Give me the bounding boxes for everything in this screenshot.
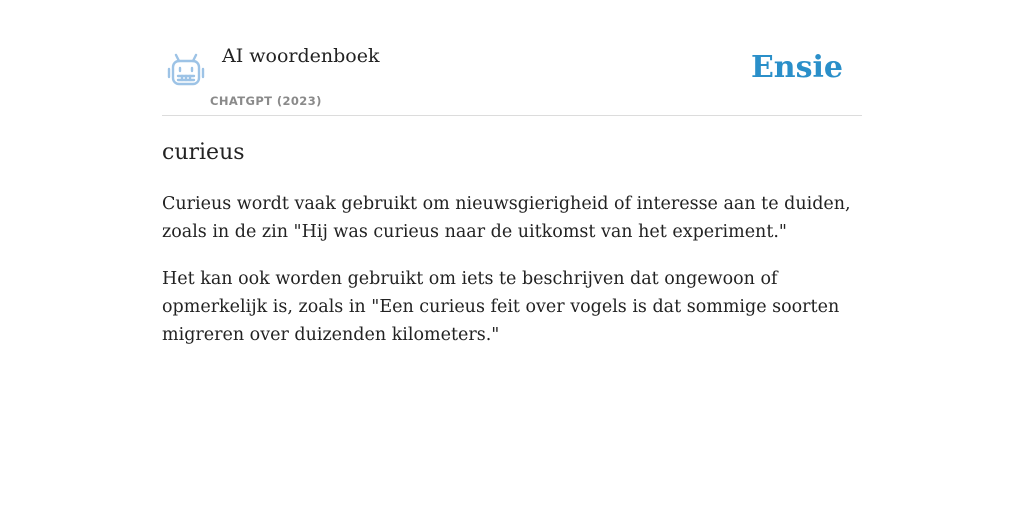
robot-icon [166,52,206,90]
site-title: AI woordenboek [222,45,380,67]
header [162,0,862,116]
entry-word: curieus [162,140,245,165]
page [162,0,862,349]
definition-paragraph: Het kan ook worden gebruikt om iets te beschrijven dat ongewoon of opmerkelijk is, zoals in "Een curieus feit over vogels is dat sommige soorten migreren over duizenden kilometers." [162,269,840,345]
brand-logo-link[interactable]: Ensie [750,50,843,85]
source-label: CHATGPT (2023) [210,94,322,108]
definition-paragraph: Curieus wordt vaak gebruikt om nieuwsgierigheid of interesse aan te duiden, zoals in de zin "Hij was curieus naar de uitkomst van het experiment." [162,194,851,242]
